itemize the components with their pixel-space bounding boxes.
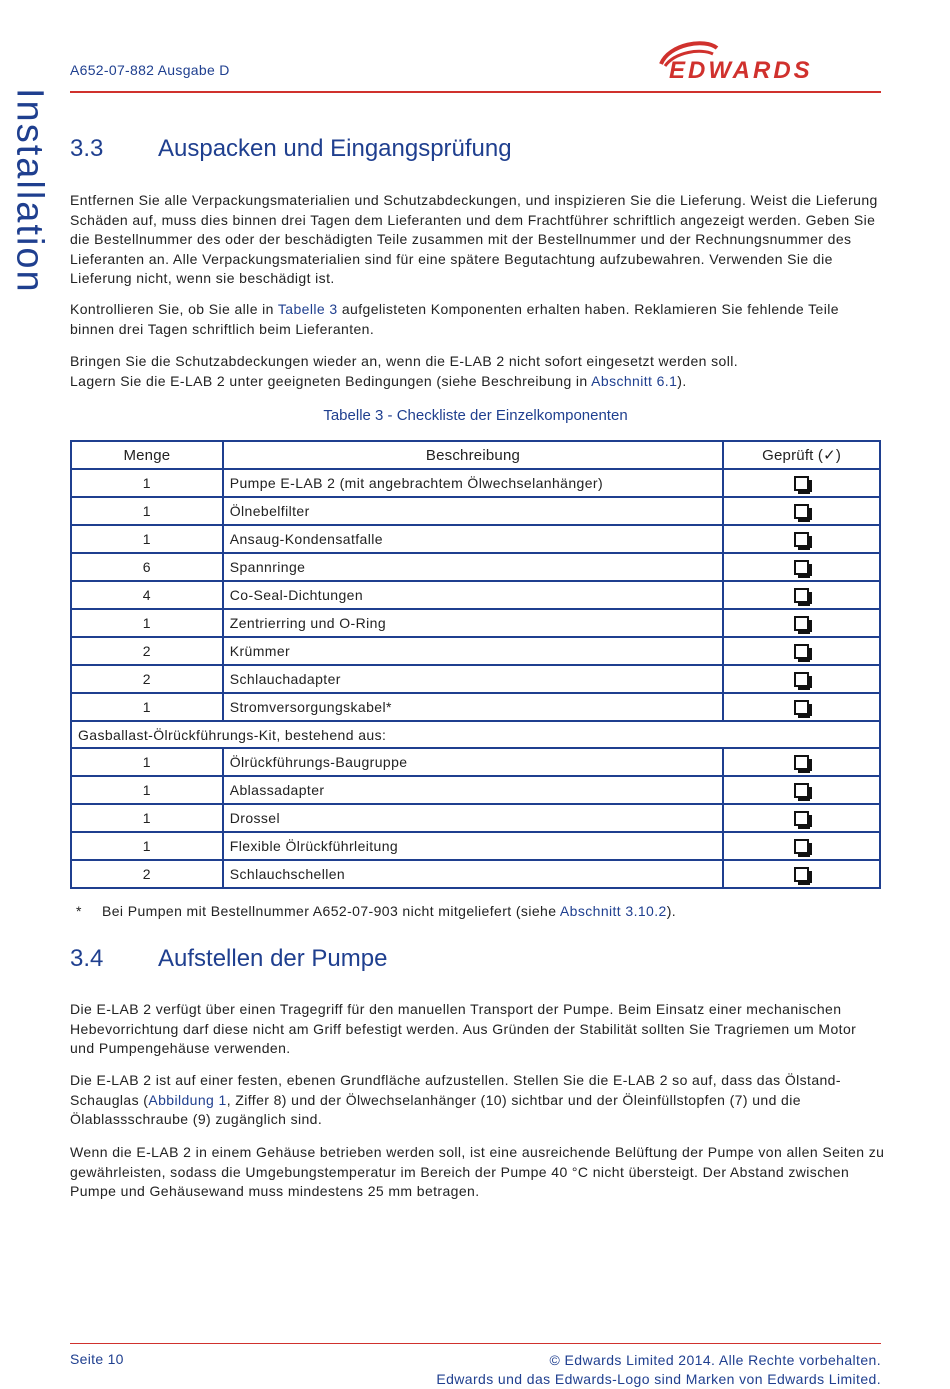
row-description: Flexible Ölrückführleitung — [223, 832, 723, 860]
table-group-row — [71, 721, 880, 748]
row-quantity: 1 — [71, 497, 223, 525]
edwards-logo — [655, 40, 885, 86]
document-id: A652-07-882 Ausgabe D — [70, 62, 230, 78]
section-heading-3-3 — [70, 135, 512, 163]
table-row — [71, 581, 880, 609]
section-3-4-paragraph-1: Die E-LAB 2 verfügt über einen Tragegriff für den manuellen Transport der Pumpe. Beim Einsatz einer mechanischen Hebevorrichtung darf diese nicht am Griff befestigt werden. Aus Gründen der Stabilität sollten Sie Tragriemen um Motor und Pumpengehäuse verwenden. — [70, 1001, 857, 1056]
checkbox-icon[interactable] — [794, 532, 809, 547]
row-check-cell — [723, 581, 880, 609]
header-menge: Menge — [71, 441, 223, 469]
table-row — [71, 525, 880, 553]
side-tab-label: Installation — [8, 88, 51, 294]
svg-text:EDWARDS: EDWARDS — [669, 57, 813, 84]
row-description: Krümmer — [223, 637, 723, 665]
table-row — [71, 609, 880, 637]
row-quantity: 1 — [71, 776, 223, 804]
row-check-cell — [723, 804, 880, 832]
row-check-cell — [723, 665, 880, 693]
row-description: Pumpe E-LAB 2 (mit angebrachtem Ölwechselanhänger) — [223, 469, 723, 497]
checkbox-icon[interactable] — [794, 783, 809, 798]
row-quantity: 2 — [71, 860, 223, 888]
row-description: Schlauchschellen — [223, 860, 723, 888]
row-check-cell — [723, 469, 880, 497]
section-3-4-paragraph-3: Wenn die E-LAB 2 in einem Gehäuse betrieben werden soll, ist eine ausreichende Belüftung der Pumpe von allen Seiten zu gewährleisten, sodass die Umgebungstemperatur im Bereich der Pumpe 40 °C nicht übersteigt. Der Abstand zwischen Pumpe und Gehäusewand muss mindestens 25 mm betragen. — [70, 1144, 885, 1199]
header-geprueft: Geprüft (✓) — [723, 441, 880, 469]
row-quantity: 2 — [71, 637, 223, 665]
row-quantity: 6 — [71, 553, 223, 581]
page-number: Seite 10 — [70, 1351, 124, 1367]
group-label: Gasballast-Ölrückführungs-Kit, bestehend aus: — [71, 721, 880, 748]
checkbox-icon[interactable] — [794, 616, 809, 631]
table-caption: Tabelle 3 - Checkliste der Einzelkomponenten — [323, 407, 628, 424]
checkbox-icon[interactable] — [794, 476, 809, 491]
row-check-cell — [723, 748, 880, 776]
row-check-cell — [723, 693, 880, 721]
row-check-cell — [723, 525, 880, 553]
table-row — [71, 693, 880, 721]
row-quantity: 2 — [71, 665, 223, 693]
checkbox-icon[interactable] — [794, 755, 809, 770]
link-abschnitt-3-10-2[interactable]: Abschnitt 3.10.2 — [559, 903, 667, 919]
table-row — [71, 497, 880, 525]
checkbox-icon[interactable] — [794, 811, 809, 826]
table-row — [71, 776, 880, 804]
checkbox-icon[interactable] — [794, 560, 809, 575]
row-description: Stromversorgungskabel* — [223, 693, 723, 721]
table-row — [71, 748, 880, 776]
table-row — [71, 832, 880, 860]
row-description: Schlauchadapter — [223, 665, 723, 693]
link-abschnitt-6-1[interactable]: Abschnitt 6.1 — [591, 372, 678, 389]
table-row — [71, 469, 880, 497]
section-heading-3-4 — [70, 945, 387, 973]
checkbox-icon[interactable] — [794, 644, 809, 659]
row-quantity: 1 — [71, 693, 223, 721]
table-row — [71, 637, 880, 665]
table-row — [71, 804, 880, 832]
section-3-3-paragraph-3: Bringen Sie die Schutzabdeckungen wieder an, wenn die E-LAB 2 nicht sofort eingesetzt werden soll. Lagern Sie die E-LAB 2 unter geeigneten Bedingungen (siehe Beschreibung in Abschnitt 6.1). — [70, 353, 739, 389]
row-check-cell — [723, 609, 880, 637]
table-row — [71, 665, 880, 693]
row-check-cell — [723, 637, 880, 665]
section-number: 3.4 — [70, 945, 104, 972]
checkbox-icon[interactable] — [794, 867, 809, 882]
header-rule — [70, 91, 881, 93]
checkbox-icon[interactable] — [794, 700, 809, 715]
trademark-text: Edwards und das Edwards-Logo sind Marken von Edwards Limited. — [436, 1371, 881, 1387]
header-beschreibung: Beschreibung — [223, 441, 723, 469]
row-quantity: 1 — [71, 525, 223, 553]
footer-legal — [436, 1351, 881, 1389]
row-description: Drossel — [223, 804, 723, 832]
row-description: Spannringe — [223, 553, 723, 581]
link-tabelle-3[interactable]: Tabelle 3 — [277, 301, 338, 317]
section-3-4-paragraph-2: Die E-LAB 2 ist auf einer festen, ebenen Grundfläche aufzustellen. Stellen Sie die E-LAB 2 so auf, dass das Ölstand-Schauglas (Abbildung 1, Ziffer 8) und der Ölwechselanhänger (10) sichtbar und der Öleinfüllstopfen (7) und die Ölablassschraube (9) zugänglich sind. — [70, 1072, 841, 1127]
checklist-table — [70, 440, 881, 889]
row-description: Zentrierring und O-Ring — [223, 609, 723, 637]
checkbox-icon[interactable] — [794, 504, 809, 519]
table-row — [71, 860, 880, 888]
table-header-row — [71, 441, 880, 469]
checkbox-icon[interactable] — [794, 839, 809, 854]
section-title: Aufstellen der Pumpe — [158, 945, 388, 972]
table-footnote: * Bei Pumpen mit Bestellnummer A652-07-903 nicht mitgeliefert (siehe Abschnitt 3.10.2). — [76, 903, 677, 919]
link-abbildung-1[interactable]: Abbildung 1 — [148, 1091, 227, 1108]
checkbox-icon[interactable] — [794, 672, 809, 687]
row-quantity: 1 — [71, 832, 223, 860]
checkbox-icon[interactable] — [794, 588, 809, 603]
table-row — [71, 553, 880, 581]
row-quantity: 1 — [71, 609, 223, 637]
section-3-3-paragraph-1: Entfernen Sie alle Verpackungsmaterialien und Schutzabdeckungen, und inspizieren Sie die Lieferung. Weist die Lieferung Schäden auf, muss dies binnen drei Tagen dem Lieferanten und dem Frachtführer schriftlich angezeigt werden. Geben Sie die Bestellnummer des oder der beschädigten Teile zusammen mit der Bestellnummer und der Rechnungsnummer des Lieferanten an. Alle Verpackungsmaterialien sind für eine spätere Begutachtung aufzubewahren. Verwenden Sie die Lieferung nicht, wenn sie beschädigt ist. — [70, 192, 878, 286]
row-quantity: 1 — [71, 748, 223, 776]
row-description: Ölnebelfilter — [223, 497, 723, 525]
row-quantity: 4 — [71, 581, 223, 609]
row-check-cell — [723, 860, 880, 888]
row-description: Ansaug-Kondensatfalle — [223, 525, 723, 553]
row-description: Ölrückführungs-Baugruppe — [223, 748, 723, 776]
row-quantity: 1 — [71, 804, 223, 832]
row-check-cell — [723, 497, 880, 525]
section-3-3-paragraph-2: Kontrollieren Sie, ob Sie alle in Tabelle 3 aufgelisteten Komponenten erhalten haben. Reklamieren Sie fehlende Teile binnen drei Tagen schriftlich beim Lieferanten. — [70, 301, 839, 337]
section-number: 3.3 — [70, 135, 104, 162]
footer-rule — [70, 1343, 881, 1344]
row-description: Co-Seal-Dichtungen — [223, 581, 723, 609]
row-check-cell — [723, 553, 880, 581]
row-quantity: 1 — [71, 469, 223, 497]
row-check-cell — [723, 776, 880, 804]
section-title: Auspacken und Eingangsprüfung — [158, 135, 512, 162]
side-tab — [0, 88, 58, 308]
row-description: Ablassadapter — [223, 776, 723, 804]
row-check-cell — [723, 832, 880, 860]
copyright-text: © Edwards Limited 2014. Alle Rechte vorbehalten. — [549, 1352, 881, 1368]
